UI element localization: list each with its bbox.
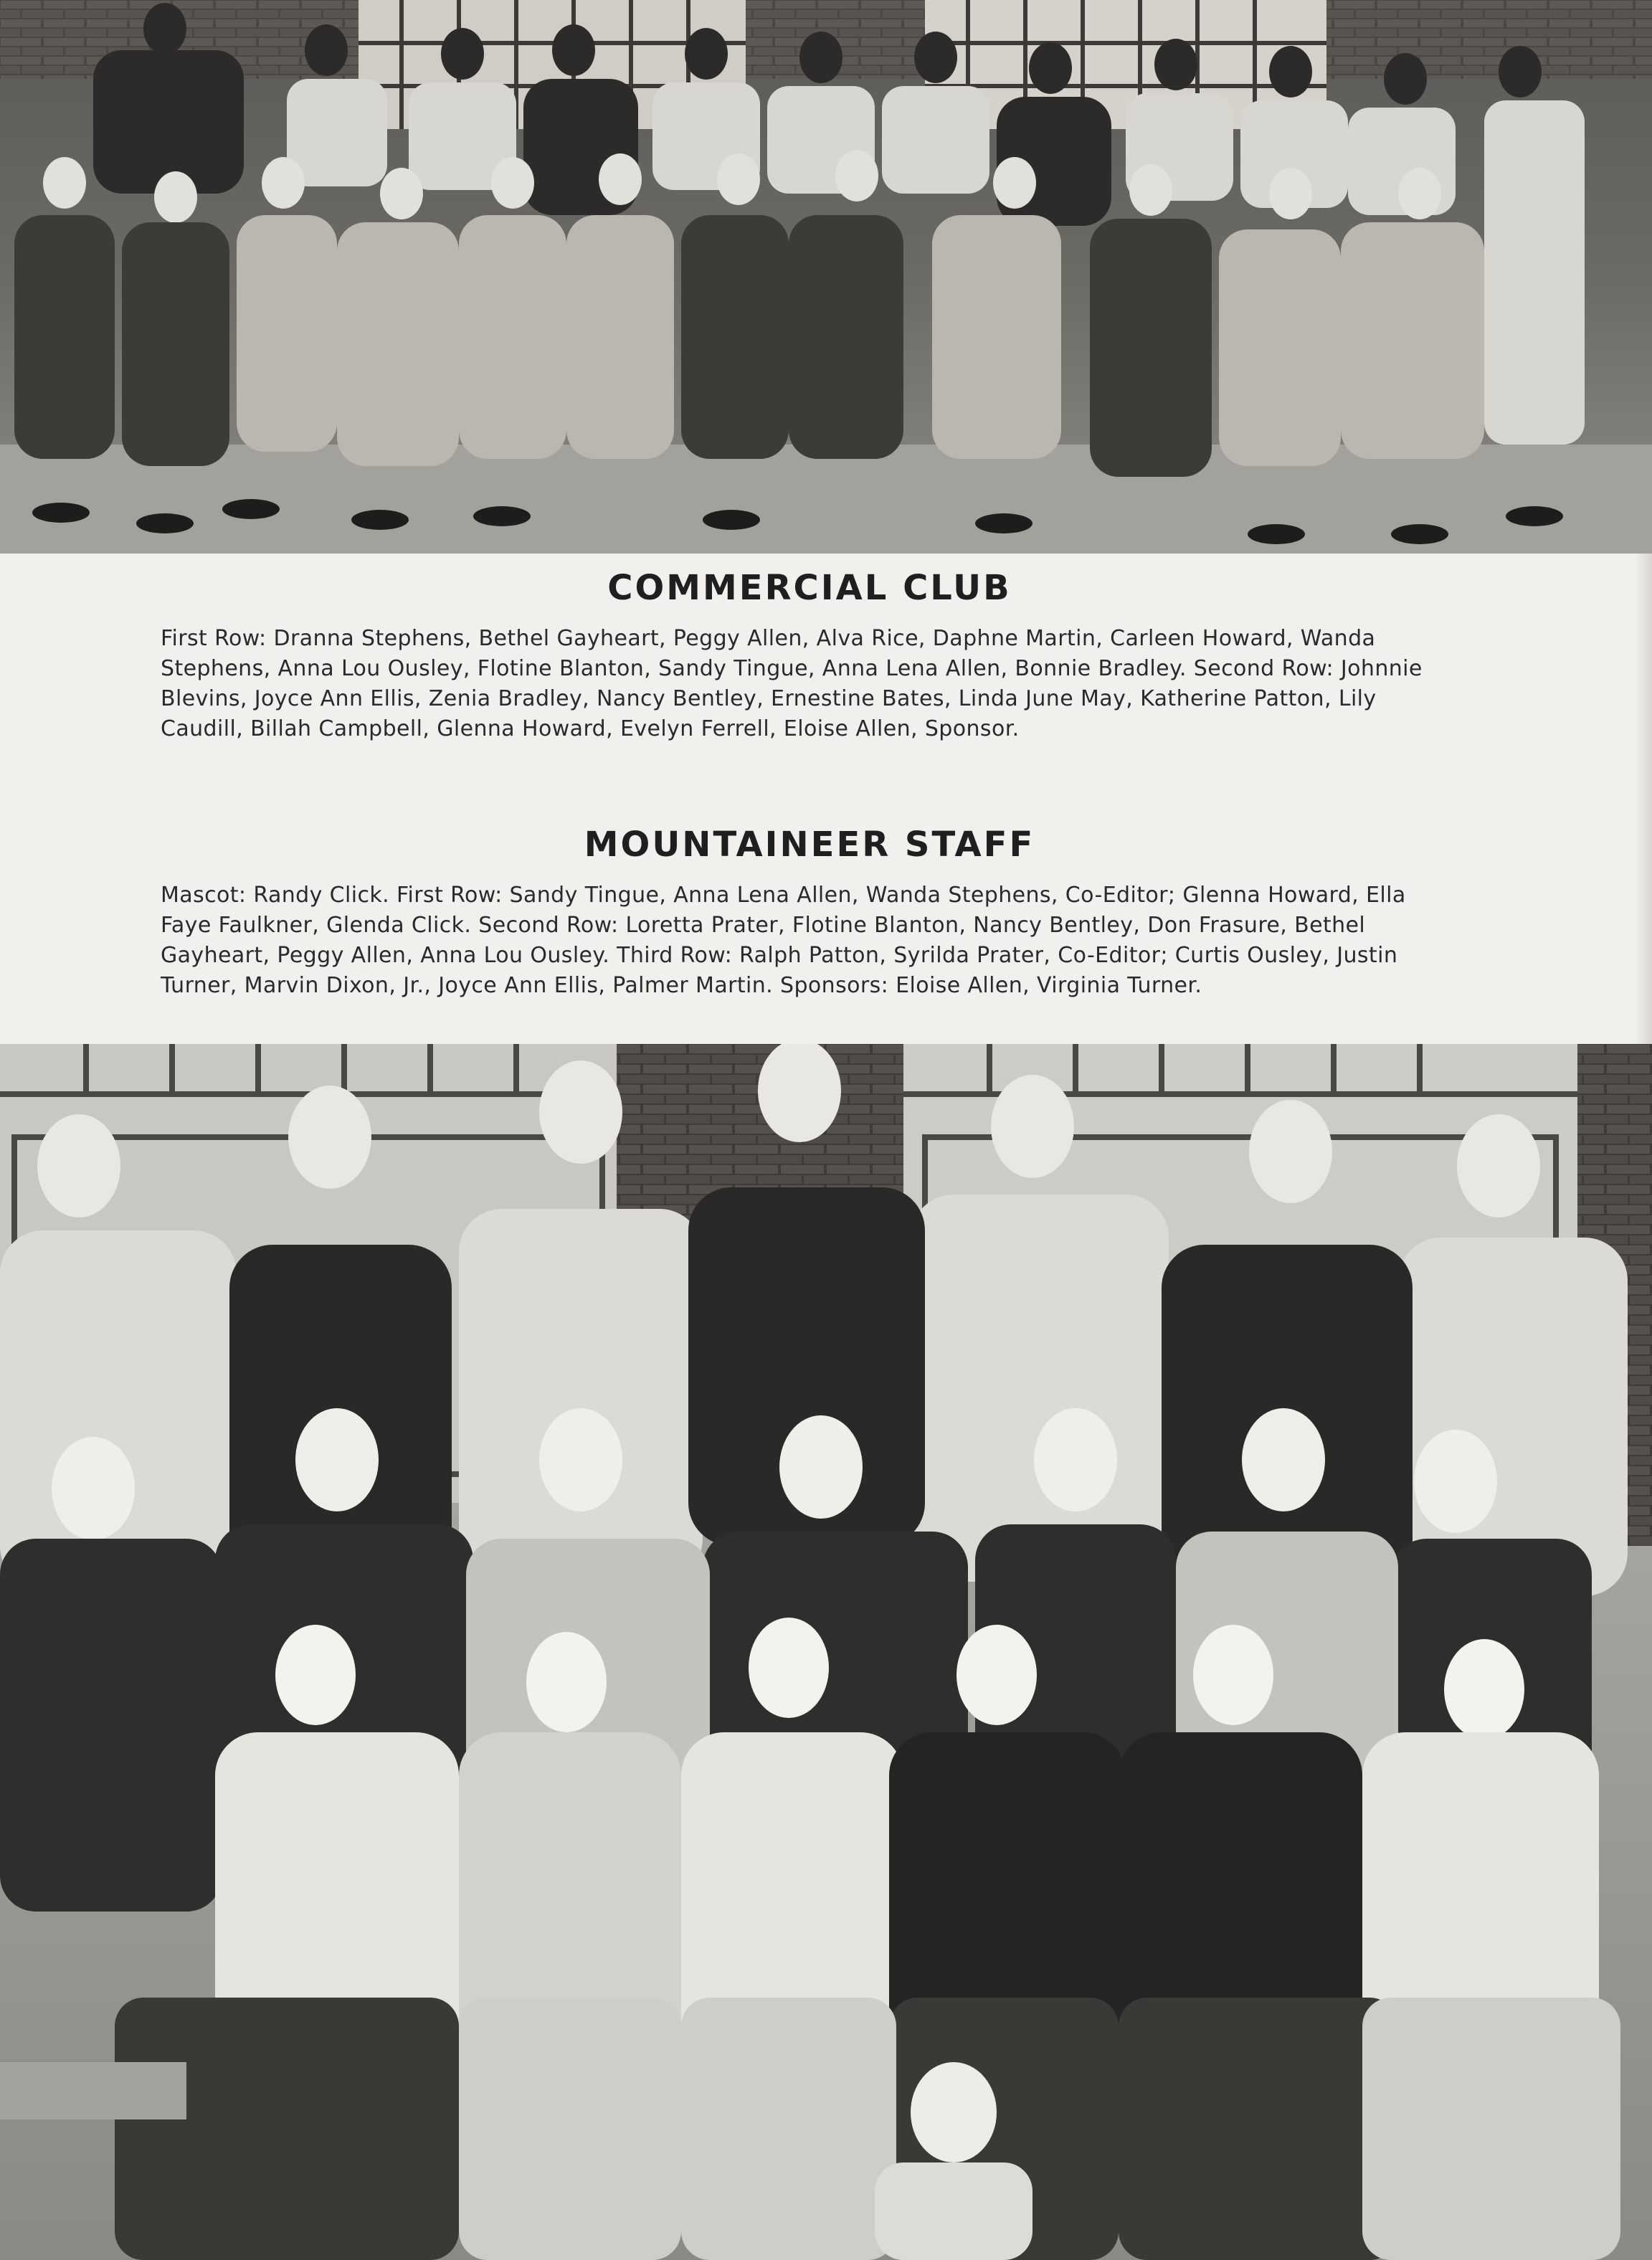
sponsors-names: Eloise Allen, Virginia Turner. xyxy=(896,973,1202,998)
staff-third-row-names: Ralph Patton, Syrilda Prater, Co-Editor; Curtis Ousley, Justin Turner, Marvin Dixon, Jr., Joyce Ann Ellis, Palmer Martin. xyxy=(161,943,1398,998)
staff-second-row-label: Second Row: xyxy=(478,913,619,938)
mountaineer-staff-title: MOUNTAINEER STAFF xyxy=(584,825,1035,865)
first-row-label: First Row: xyxy=(161,626,267,651)
commercial-club-title: COMMERCIAL CLUB xyxy=(607,568,1012,608)
mountaineer-staff-members xyxy=(161,880,1458,1001)
staff-second-row-names: Loretta Prater, Flotine Blanton, Nancy Bentley, Don Frasure, Bethel Gayheart, Peggy Allen, Anna Lou Ousley. xyxy=(161,913,1366,968)
first-row-names: Dranna Stephens, Bethel Gayheart, Peggy Allen, Alva Rice, Daphne Martin, Carleen Howard, Wanda Stephens, Anna Lou Ousley, Flotine Blanton, Sandy Tingue, Anna Lena Allen, Bonnie Bradley. xyxy=(161,626,1376,681)
mountaineer-staff-photo xyxy=(0,1044,1652,2260)
commercial-club-photo xyxy=(0,0,1652,554)
sponsors-label: Sponsors: xyxy=(780,973,889,998)
second-row-names: Johnnie Blevins, Joyce Ann Ellis, Zenia Bradley, Nancy Bentley, Ernestine Bates, Linda June May, Katherine Patton, Lily Caudill, Billah Campbell, Glenna Howard, Evelyn Ferrell, Eloise Allen, Sponsor. xyxy=(161,656,1423,741)
commercial-club-caption xyxy=(161,568,1458,744)
mascot-label: Mascot: xyxy=(161,883,247,908)
mountaineer-staff-caption xyxy=(161,825,1458,1001)
staff-third-row-label: Third Row: xyxy=(617,943,733,968)
staff-first-row-names: Sandy Tingue, Anna Lena Allen, Wanda Stephens, Co-Editor; Glenna Howard, Ella Faye Faulkner, Glenda Click. xyxy=(161,883,1406,938)
commercial-club-members xyxy=(161,624,1458,744)
staff-first-row-label: First Row: xyxy=(397,883,503,908)
paper-edge-shadow xyxy=(1635,554,1652,1044)
mascot-name: Randy Click. xyxy=(253,883,390,908)
commercial-club-photo-image xyxy=(0,0,1652,554)
mountaineer-staff-photo-image xyxy=(0,1044,1652,2260)
second-row-label: Second Row: xyxy=(1193,656,1334,681)
